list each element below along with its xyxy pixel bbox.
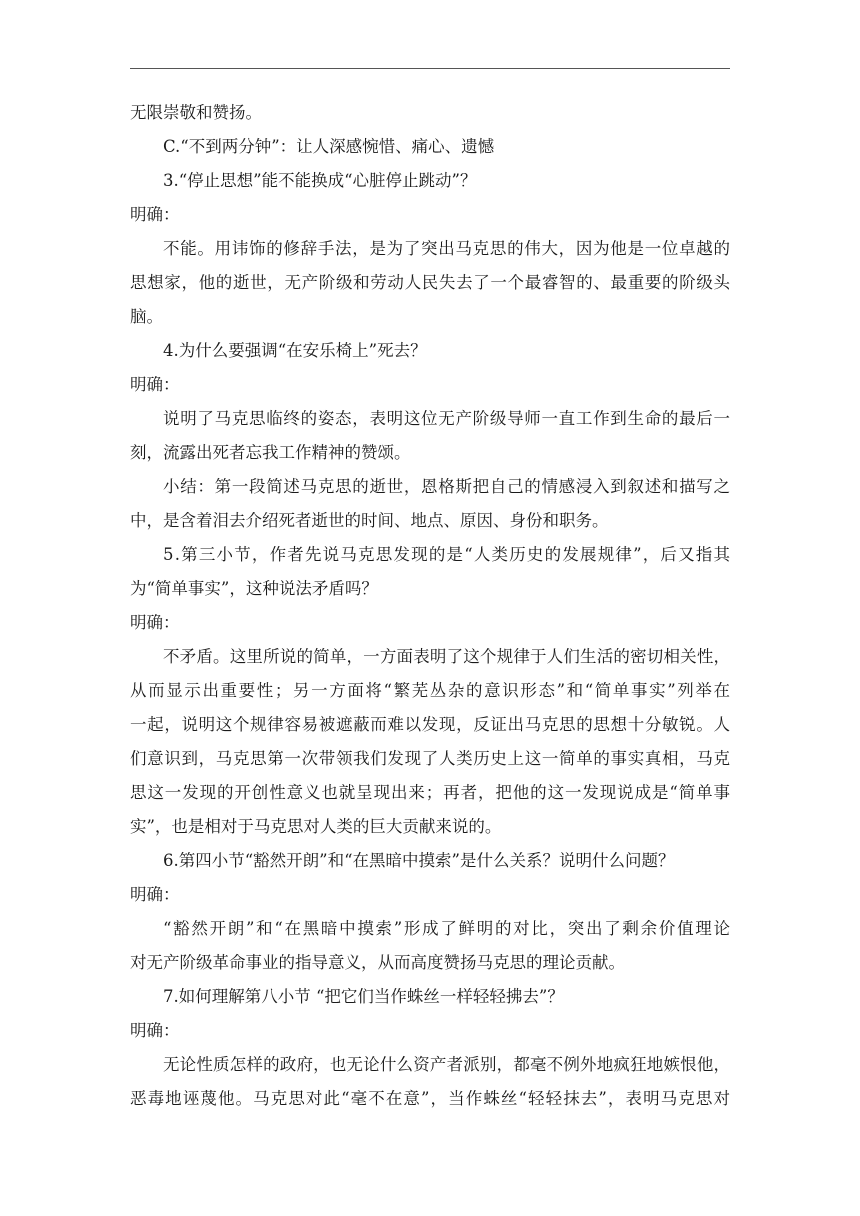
document-body [130, 96, 730, 1116]
answer-label: 明确： [130, 885, 180, 904]
question-5: 5.第三小节，作者先说马克思发现的是“人类历史的发展规律”，后又指其 [163, 545, 732, 564]
text-line: 思这一发现的开创性意义也就呈现出来；再者，把他的这一发现说成是“简单事 [130, 783, 731, 802]
text-line: 脑。 [130, 307, 163, 326]
answer-label: 明确： [130, 613, 180, 632]
text-line: 一起，说明这个规律容易被遮蔽而难以发现，反证出马克思的思想十分敏锐。人 [130, 715, 731, 734]
text-line: 中，是含着泪去介绍死者逝世的时间、地点、原因、身份和职务。 [130, 511, 609, 530]
header-rule [130, 68, 730, 69]
question-6: 6.第四小节“豁然开朗”和“在黑暗中摸索”是什么关系？说明什么问题？ [163, 851, 675, 870]
text-line: 对无产阶级革命事业的指导意义，从而高度赞扬马克思的理论贡献。 [130, 953, 625, 972]
text-line: 思想家，他的逝世，无产阶级和劳动人民失去了一个最睿智的、最重要的阶级头 [130, 273, 731, 292]
text-line: 无论性质怎样的政府，也无论什么资产者派别，都毫不例外地疯狂地嫉恨他， [163, 1055, 731, 1074]
text-line: 无限崇敬和赞扬。 [130, 103, 262, 122]
answer-label: 明确： [130, 1021, 180, 1040]
answer-label: 明确： [130, 205, 180, 224]
text-line: 不矛盾。这里所说的简单，一方面表明了这个规律于人们生活的密切相关性， [163, 647, 731, 666]
text-line: 刻，流露出死者忘我工作精神的赞颂。 [130, 443, 411, 462]
question-7: 7.如何理解第八小节 “把它们当作蛛丝一样轻轻拂去”？ [163, 987, 564, 1006]
text-line: 从而显示出重要性；另一方面将“繁芜丛杂的意识形态”和“简单事实”列举在 [130, 681, 732, 700]
text-line: 说明了马克思临终的姿态，表明这位无产阶级导师一直工作到生命的最后一 [163, 409, 731, 428]
question-4: 4.为什么要强调“在安乐椅上”死去？ [163, 341, 427, 360]
text-line: C.“不到两分钟”：让人深感惋惜、痛心、遗憾 [163, 137, 495, 156]
text-line: 为“简单事实”，这种说法矛盾吗？ [130, 579, 378, 598]
summary-line: 小结：第一段简述马克思的逝世，恩格斯把自己的情感浸入到叙述和描写之 [163, 477, 731, 496]
text-line: 们意识到，马克思第一次带领我们发现了人类历史上这一简单的事实真相，马克 [130, 749, 731, 768]
question-3: 3.“停止思想”能不能换成“心脏停止跳动”？ [163, 171, 477, 190]
text-line: “豁然开朗”和“在黑暗中摸索”形成了鲜明的对比，突出了剩余价值理论 [163, 919, 732, 938]
text-line: 不能。用讳饰的修辞手法，是为了突出马克思的伟大，因为他是一位卓越的 [163, 239, 731, 258]
text-line: 恶毒地诬蔑他。马克思对此“毫不在意”，当作蛛丝“轻轻抹去”，表明马克思对 [130, 1089, 732, 1108]
text-line: 实”，也是相对于马克思对人类的巨大贡献来说的。 [130, 817, 502, 836]
answer-label: 明确： [130, 375, 180, 394]
